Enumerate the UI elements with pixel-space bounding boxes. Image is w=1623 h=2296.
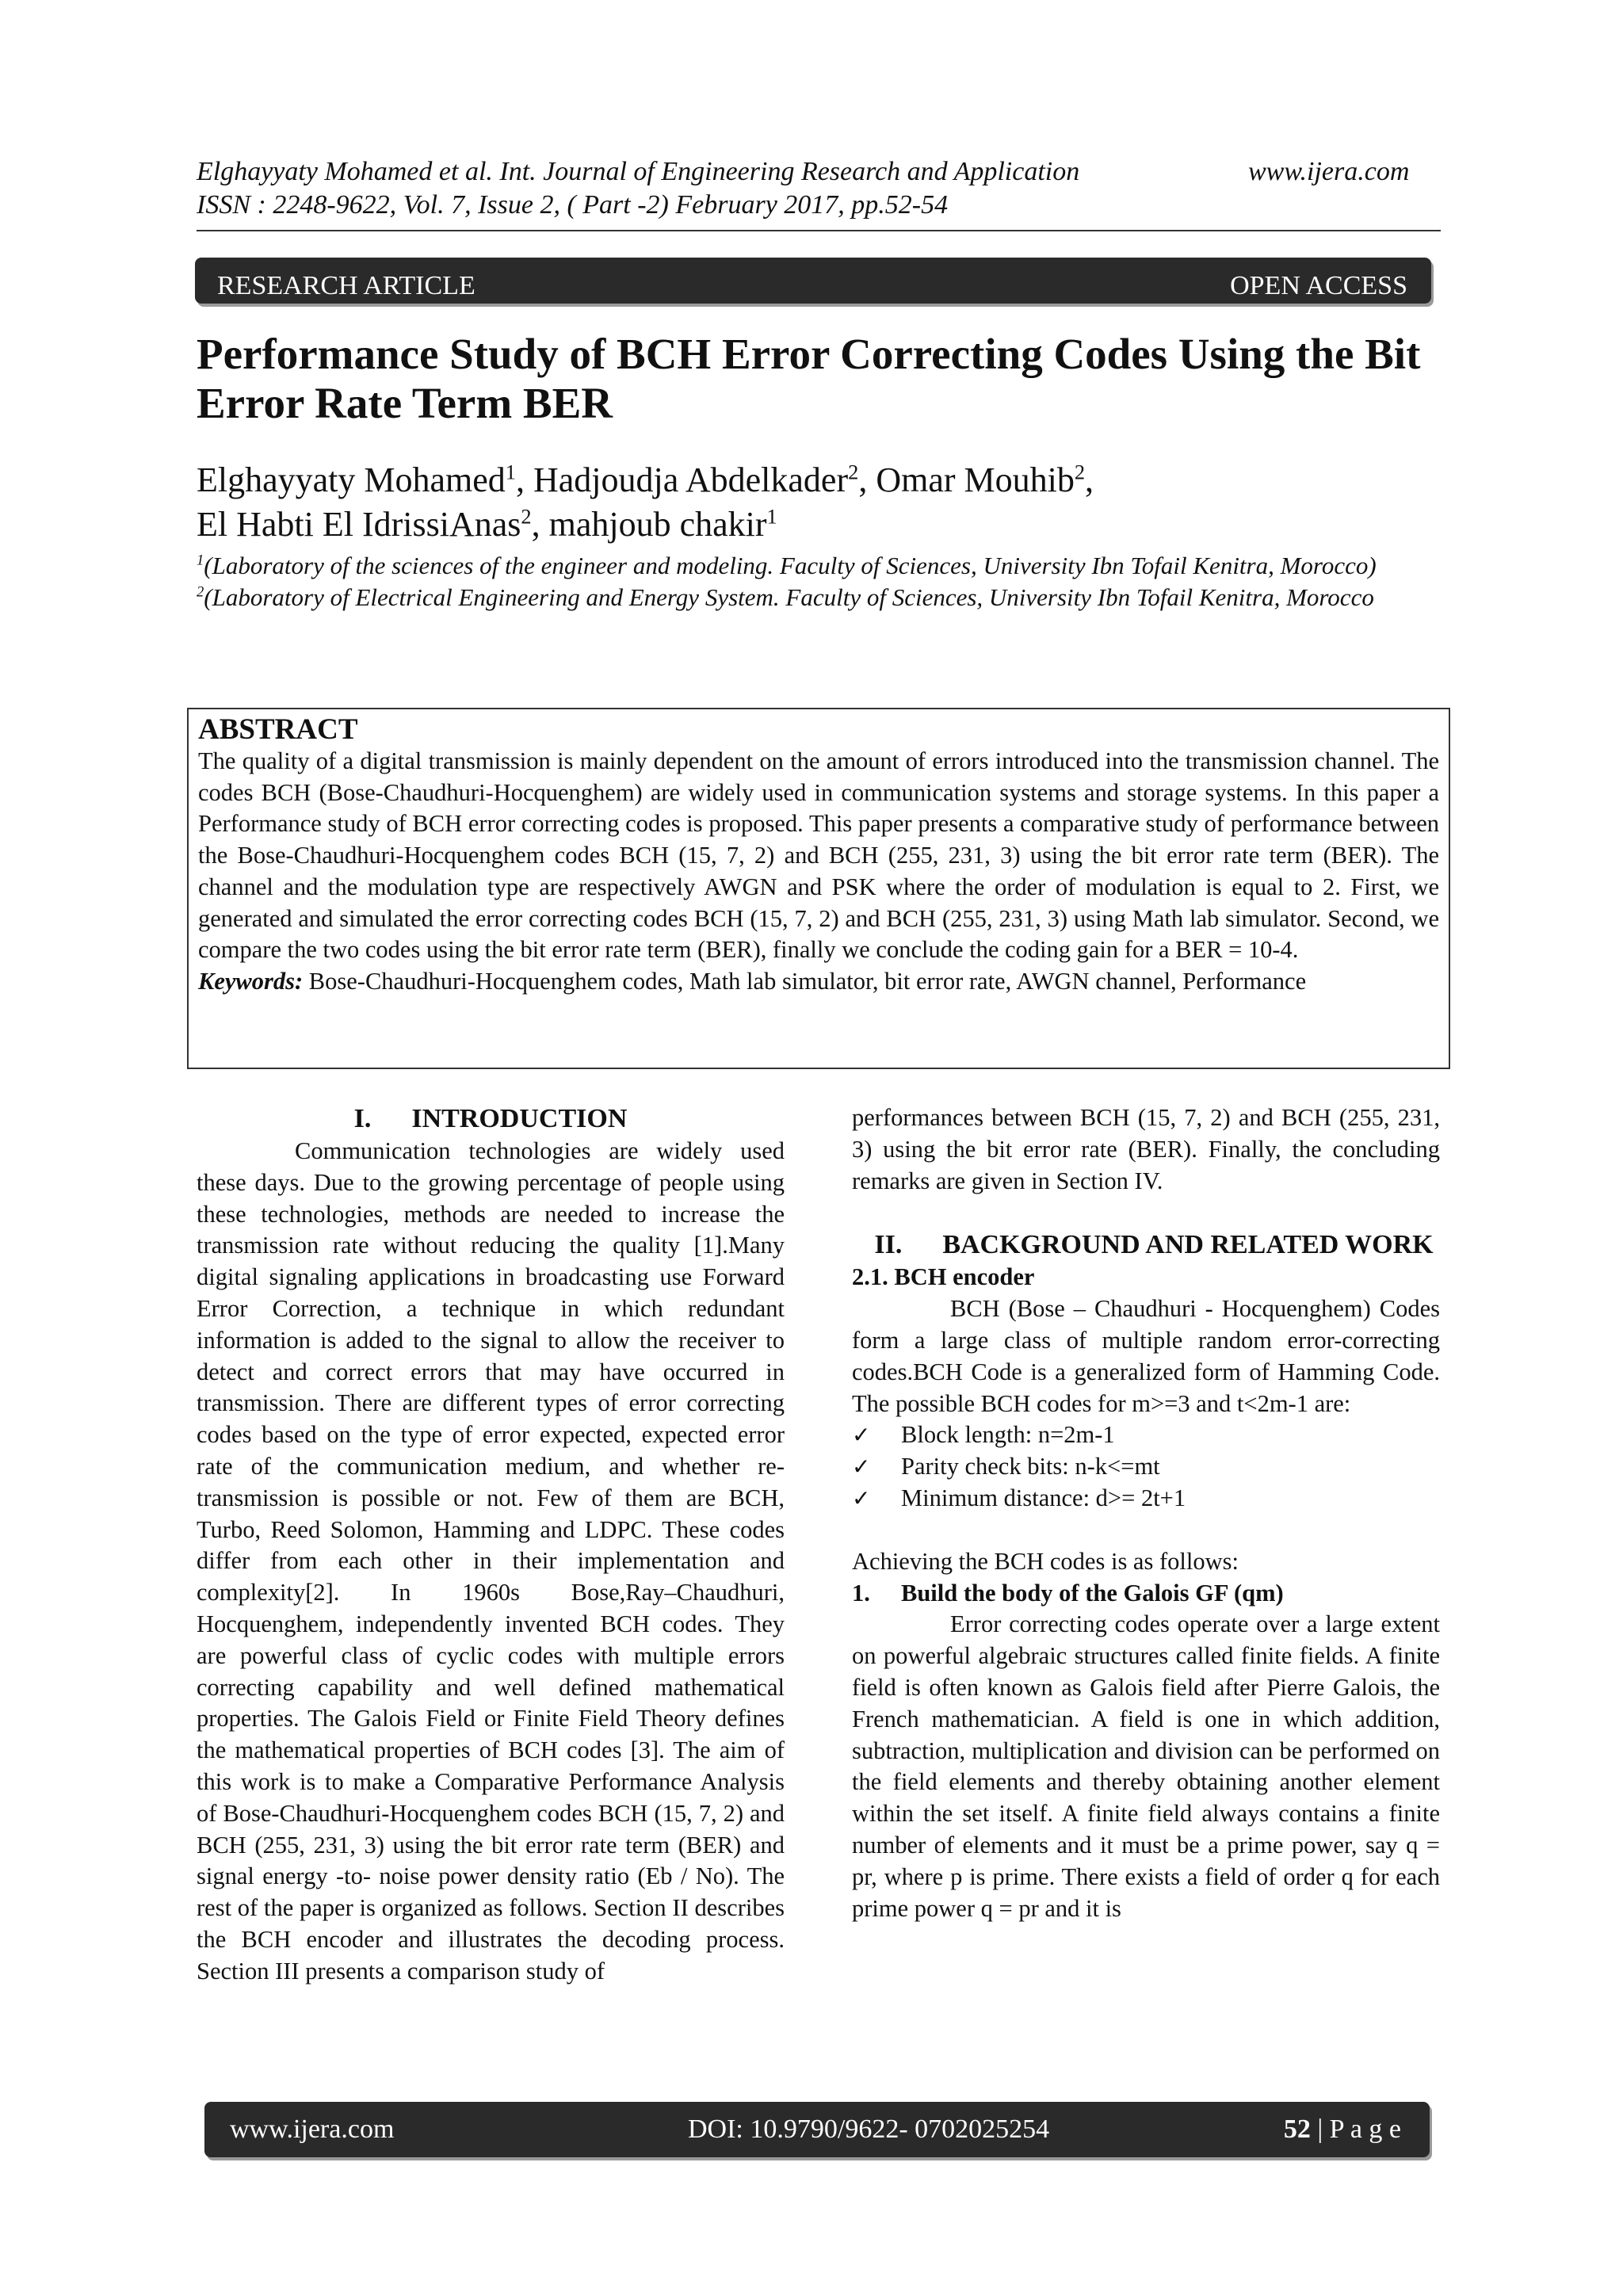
author-affiliation-marker: 2: [1074, 460, 1086, 484]
keywords: [198, 966, 1439, 998]
encoder-text: BCH (Bose – Chaudhuri - Hocquenghem) Codes form a large class of multiple random error-correcting codes.BCH Code is a generalized form of Hamming Code. The possible BCH codes for m>=3 and t<2m-1 are:: [852, 1295, 1440, 1417]
affiliation-1-marker: 1: [197, 552, 204, 569]
galois-text: Error correcting codes operate over a large extent on powerful algebraic structures called finite fields. A finite field is often known as Galois field after Pierre Galois, the French mathematician. A field is one in which addition, subtraction, multiplication and division can be performed on the field elements and thereby obtaining another element within the set itself. A finite field always contains a finite number of elements and it must be a prime power, say q = pr, where p is prime. There exists a field of order q for each prime power q = pr and it is: [852, 1610, 1440, 1922]
check-icon: ✓: [852, 1422, 871, 1449]
list-item-text: Block length: n=2m-1: [901, 1421, 1115, 1449]
bch-properties-list: [852, 1419, 1440, 1514]
affiliation-2-marker: 2: [197, 583, 204, 601]
page-number: [1284, 2115, 1401, 2145]
journal-header: Elghayyaty Mohamed et al. Int. Journal of Engineering Research and Application: [197, 157, 1080, 186]
keywords-label: Keywords:: [198, 967, 304, 995]
list-item: [852, 1451, 1440, 1483]
author-name: Omar Mouhib: [876, 460, 1075, 499]
footer-bar: [204, 2102, 1430, 2157]
list-item: [852, 1483, 1440, 1515]
achieving-text: Achieving the BCH codes is as follows:: [852, 1547, 1239, 1575]
intro-heading: I. INTRODUCTION: [353, 1104, 628, 1133]
author-affiliation-marker: 2: [521, 504, 532, 529]
check-icon: ✓: [852, 1484, 871, 1511]
author-name: Elghayyaty Mohamed: [197, 460, 506, 499]
affiliation-1: [197, 550, 1441, 582]
author-affiliation-marker: 1: [766, 504, 777, 529]
abstract-heading: ABSTRACT: [198, 713, 358, 746]
paper-title: Performance Study of BCH Error Correcting Codes Using the Bit Error Rate Term BER: [197, 330, 1421, 427]
list-gap: [852, 1515, 1440, 1546]
list-item-text: Minimum distance: d>= 2t+1: [901, 1484, 1186, 1511]
step-number: 1.: [852, 1579, 870, 1606]
page-label: | P a g e: [1310, 2115, 1401, 2144]
list-item: [852, 1419, 1440, 1451]
affiliation-2-text: (Laboratory of Electrical Engineering and Energy System. Faculty of Sciences, University Ibn Tofail Kenitra, Morocco: [204, 583, 1374, 611]
bch-encoder-subheading: 2.1. BCH encoder: [852, 1263, 1035, 1291]
research-article-label: RESEARCH ARTICLE: [217, 270, 475, 300]
author-line-2: El Habti El IdrissiAnas$^2$, mahjoub chakir$^1$: [197, 504, 777, 544]
header-rule: [197, 230, 1441, 231]
section-gap: [852, 1197, 1440, 1228]
keywords-text: Bose-Chaudhuri-Hocquenghem codes, Math lab simulator, bit error rate, AWGN channel, Performance: [308, 967, 1307, 995]
author-name: Hadjoudja Abdelkader: [533, 460, 849, 499]
list-item-text: Parity check bits: n-k<=mt: [901, 1453, 1160, 1480]
affiliations: [197, 550, 1441, 613]
footer-doi: DOI: 10.9790/9622- 0702025254: [688, 2115, 1050, 2144]
section2-heading: II. BACKGROUND AND RELATED WORK: [874, 1230, 1434, 1260]
author-list: [197, 458, 1441, 547]
author-name: El Habti El IdrissiAnas: [197, 505, 521, 544]
abstract-text: The quality of a digital transmission is mainly dependent on the amount of errors introduced into the transmission channel. The codes BCH (Bose-Chaudhuri-Hocquenghem) are widely used in communication systems and storage systems. In this paper a Performance study of BCH error correcting codes is proposed. This paper presents a comparative study of performance between the Bose-Chaudhuri-Hocquenghem codes BCH (15, 7, 2) and BCH (255, 231, 3) using the bit error rate term (BER). The channel and the modulation type are respectively AWGN and PSK where the order of modulation is equal to 2. First, we generated and simulated the error correcting codes BCH (15, 7, 2) and BCH (255, 231, 3) using Math lab simulator. Second, we compare the two codes using the bit error rate term (BER), finally we conclude the coding gain for a BER = 10-4.: [198, 747, 1439, 964]
open-access-label: OPEN ACCESS: [1230, 270, 1407, 300]
page-number-value: 52: [1283, 2115, 1311, 2144]
author-affiliation-marker: 1: [505, 460, 516, 484]
left-column: [197, 1102, 785, 1988]
abstract-box: [187, 708, 1450, 1069]
intro-text: Communication technologies are widely used these days. Due to the growing percentage of people using these technologies, methods are needed to increase the transmission rate without reducing the quality [1].Many digital signaling applications in broadcasting use Forward Error Correction, a technique in which redundant information is added to the signal to allow the receiver to detect and correct errors that may have occurred in transmission. There are different types of error correcting codes based on the type of error expected, expected error rate of the communication medium, and whether re-transmission is possible or not. Few of them are BCH, Turbo, Reed Solomon, Hamming and LDPC. These codes differ from each other in their implementation and complexity[2]. In 1960s Bose,Ray–Chaudhuri, Hocquenghem, independently invented BCH codes. They are powerful class of cyclic codes with multiple errors correcting capability and well defined mathematical properties. The Galois Field or Finite Field Theory defines the mathematical properties of BCH codes [3]. The aim of this work is to make a Comparative Performance Analysis of Bose-Chaudhuri-Hocquenghem codes BCH (15, 7, 2) and BCH (255, 231, 3) using the bit error rate term (BER) and signal energy -to- noise power density ratio (Eb / No). The rest of the paper is organized as follows. Section II describes the BCH encoder and illustrates the decoding process. Section III presents a comparison study of: [197, 1137, 785, 1985]
issn-line: ISSN : 2248-9622, Vol. 7, Issue 2, ( Part -2) February 2017, pp.52-54: [197, 190, 949, 220]
step-1-heading: [852, 1578, 1440, 1610]
footer-website[interactable]: www.ijera.com: [230, 2115, 395, 2144]
author-affiliation-marker: 2: [848, 460, 859, 484]
article-type-banner: [195, 258, 1431, 304]
intro-continuation: performances between BCH (15, 7, 2) and BCH (255, 231, 3) using the bit error rate (BER). Finally, the concluding remarks are given in Section IV.: [852, 1104, 1440, 1194]
affiliation-2: [197, 582, 1441, 613]
journal-website[interactable]: www.ijera.com: [1248, 157, 1410, 186]
author-name: mahjoub chakir: [548, 505, 767, 544]
affiliation-1-text: (Laboratory of the sciences of the engineer and modeling. Faculty of Sciences, University Ibn Tofail Kenitra, Morocco): [204, 552, 1377, 579]
check-icon: ✓: [852, 1454, 871, 1480]
right-column: [852, 1102, 1440, 1924]
author-line-1: Elghayyaty Mohamed$^1$, Hadjoudja Abdelkader$^2$, Omar Mouhib$^2$,: [197, 460, 1094, 499]
step-heading-text: Build the body of the Galois GF (qm): [901, 1579, 1284, 1606]
